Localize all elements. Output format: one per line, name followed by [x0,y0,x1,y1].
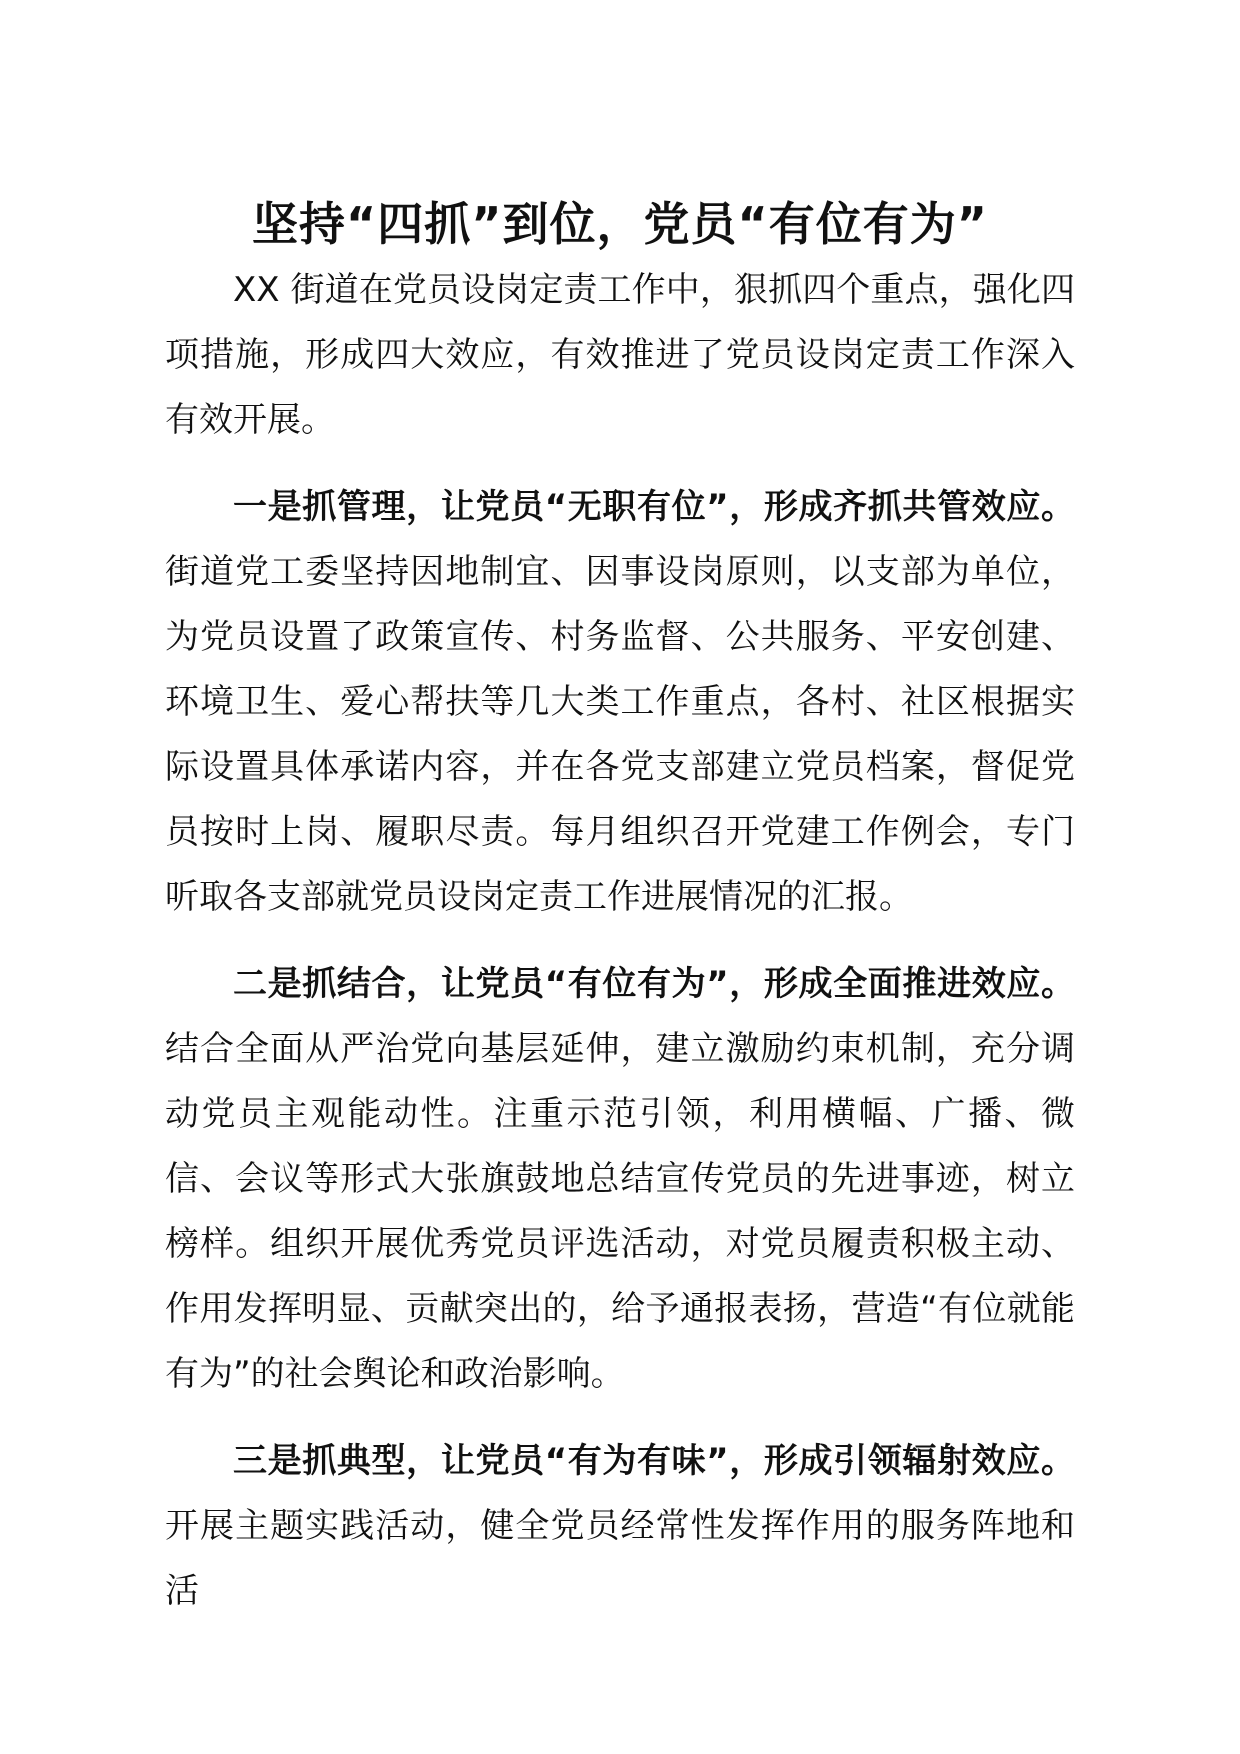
document-body [165,258,1075,1646]
section-3-heading: 三是抓典型，让党员“有为有味”，形成引领辐射效应。 [233,1441,1075,1481]
section-2-heading: 二是抓结合，让党员“有位有为”，形成全面推进效应。 [233,964,1075,1004]
document-title: 坚持“四抓”到位，党员“有位有为” [252,197,988,251]
section-2-body: 结合全面从严治党向基层延伸，建立激励约束机制，充分调动党员主观能动性。注重示范引领，利用横幅、广播、微信、会议等形式大张旗鼓地总结宣传党员的先进事迹，树立榜样。组织开展优秀党员评选活动，对党员履责积极主动、作用发挥明显、贡献突出的，给予通报表扬，营造“有位就能有为”的社会舆论和政治影响。 [165,1029,1075,1394]
section-2-paragraph [165,952,1075,1407]
section-1-heading: 一是抓管理，让党员“无职有位”，形成齐抓共管效应。 [233,487,1075,527]
section-3-body: 开展主题实践活动，健全党员经常性发挥作用的服务阵地和活 [165,1506,1075,1611]
section-1-body: 街道党工委坚持因地制宜、因事设岗原则，以支部为单位，为党员设置了政策宣传、村务监督、公共服务、平安创建、环境卫生、爱心帮扶等几大类工作重点，各村、社区根据实际设置具体承诺内容，并在各党支部建立党员档案，督促党员按时上岗、履职尽责。每月组织召开党建工作例会，专门听取各支部就党员设岗定责工作进展情况的汇报。 [165,552,1075,917]
section-1-paragraph [165,475,1075,930]
intro-paragraph: XX 街道在党员设岗定责工作中，狠抓四个重点，强化四项措施，形成四大效应，有效推进了党员设岗定责工作深入有效开展。 [165,270,1075,440]
section-3-paragraph [165,1429,1075,1624]
